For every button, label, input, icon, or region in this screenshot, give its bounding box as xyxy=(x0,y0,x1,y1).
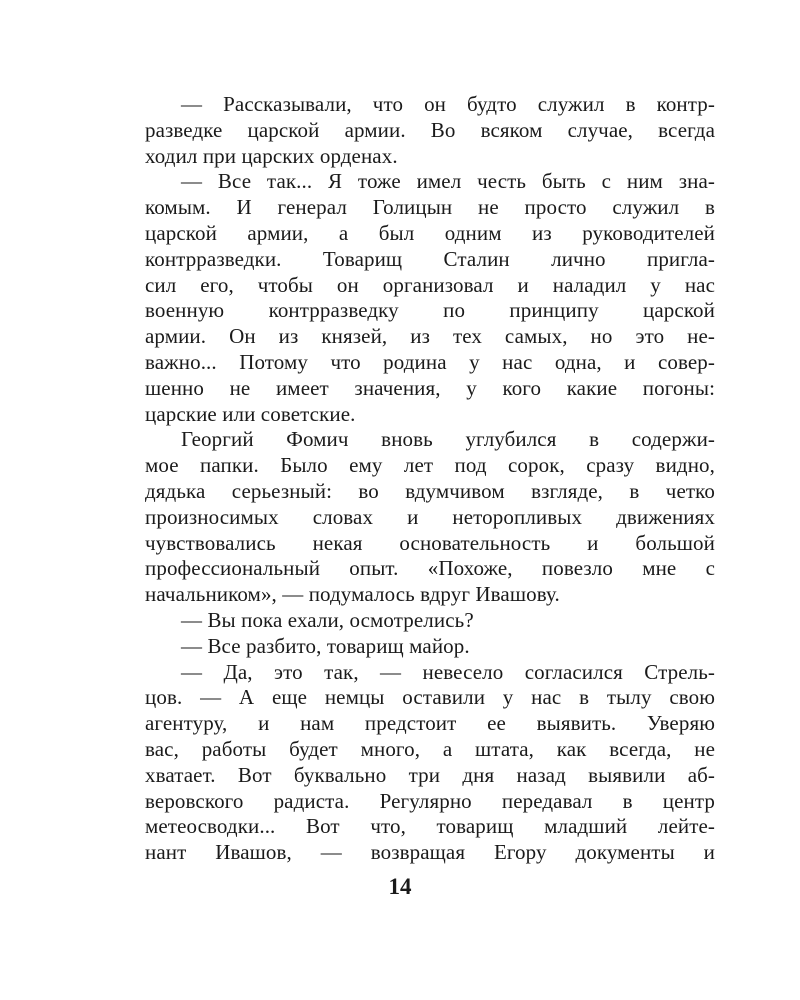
text-line: шенно не имеет значения, у кого какие погоны: xyxy=(145,375,715,400)
text-line: метеосводки... Вот что, товарищ младший лейте- xyxy=(145,814,715,839)
text-line: цов. — А еще немцы оставили у нас в тылу свою xyxy=(145,685,715,710)
text-line: — Все разбито, товарищ майор. xyxy=(181,633,470,658)
text-line: профессиональный опыт. «Похоже, повезло мне с xyxy=(145,556,715,581)
text-line: военную контрразведку по принципу царской xyxy=(145,298,715,323)
text-line: произносимых словах и неторопливых движениях xyxy=(145,504,715,529)
text-line: царские или советские. xyxy=(145,401,356,426)
text-line: Георгий Фомич вновь углубился в содержи- xyxy=(181,427,715,452)
text-line: хватает. Вот буквально три дня назад выявили аб- xyxy=(145,762,715,787)
text-line: — Рассказывали, что он будто служил в контр- xyxy=(181,92,715,116)
text-line: вас, работы будет много, а штата, как всегда, не xyxy=(145,736,715,761)
text-line: агентуру, и нам предстоит ее выявить. Уверяю xyxy=(145,711,715,736)
text-line: контрразведки. Товарищ Сталин лично пригла- xyxy=(145,246,715,271)
text-line: разведке царской армии. Во всяком случае, всегда xyxy=(145,117,715,142)
text-line: мое папки. Было ему лет под сорок, сразу видно, xyxy=(145,453,715,478)
text-line: — Вы пока ехали, осмотрелись? xyxy=(181,607,474,632)
text-line: — Да, это так, — невесело согласился Стрель- xyxy=(181,659,715,684)
page-number: 14 xyxy=(388,874,412,899)
text-line: ходил при царских орденах. xyxy=(145,143,398,168)
text-line: армии. Он из князей, из тех самых, но это не- xyxy=(145,324,715,349)
text-line: веровского радиста. Регулярно передавал в центр xyxy=(145,788,715,813)
text-line: чувствовались некая основательность и большой xyxy=(145,530,715,555)
text-line: сил его, чтобы он организовал и наладил у нас xyxy=(145,272,715,297)
text-line: дядька серьезный: во вдумчивом взгляде, в четко xyxy=(145,478,715,503)
text-line: важно... Потому что родина у нас одна, и совер- xyxy=(145,349,715,374)
text-line: — Все так... Я тоже имел честь быть с ним зна- xyxy=(181,169,715,194)
text-line: начальником», — подумалось вдруг Ивашову. xyxy=(145,582,560,607)
text-line: нант Ивашов, — возвращая Егору документы и xyxy=(145,840,715,865)
text-line: комым. И генерал Голицын не просто служил в xyxy=(145,195,715,220)
book-page-text xyxy=(145,92,715,866)
text-line: царской армии, а был одним из руководителей xyxy=(145,220,715,245)
